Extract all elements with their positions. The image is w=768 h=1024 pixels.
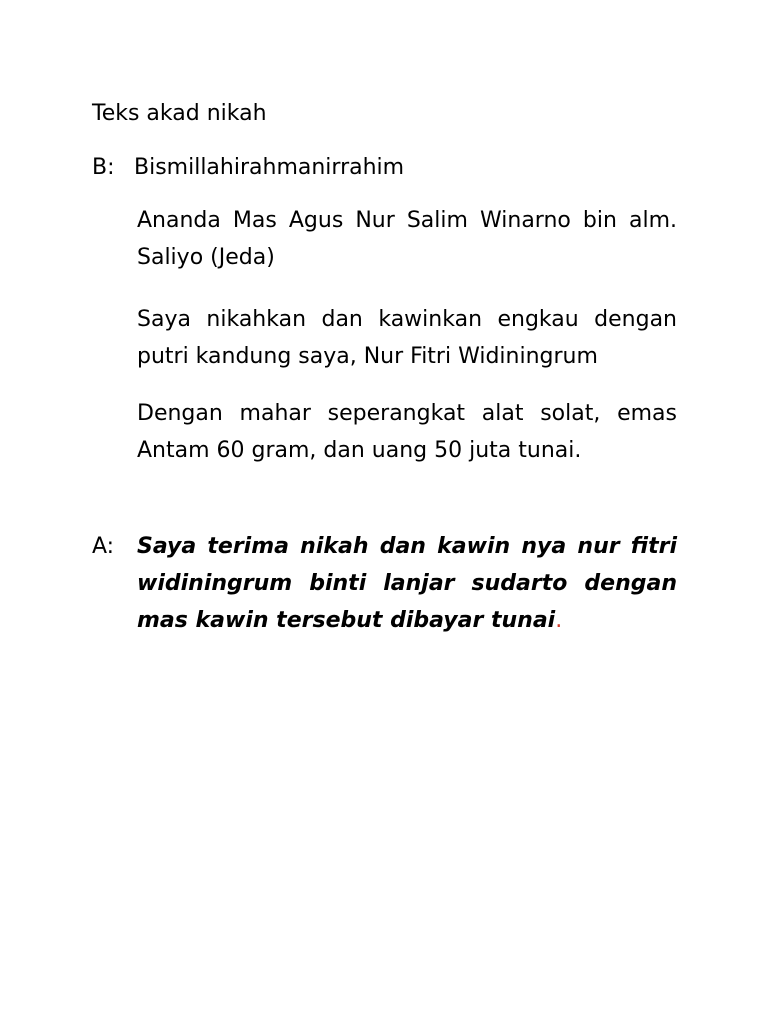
answer-text: Saya terima nikah dan kawin nya nur fitri widiningrum binti lanjar sudarto dengan mas kawin tersebut dibayar tunai	[137, 534, 677, 633]
answer-paragraph	[137, 528, 677, 639]
paragraph-dowry: Dengan mahar seperangkat alat solat, emas Antam 60 gram, dan uang 50 juta tunai.	[137, 401, 677, 463]
answer-end-mark: .	[555, 608, 563, 633]
document-title: Teks akad nikah	[92, 101, 267, 126]
speaker-marker-b: B:	[92, 155, 115, 180]
paragraph-groom-name: Ananda Mas Agus Nur Salim Winarno bin alm. Saliyo (Jeda)	[137, 208, 677, 270]
paragraph-marriage-statement: Saya nikahkan dan kawinkan engkau dengan putri kandung saya, Nur Fitri Widiningrum	[137, 307, 677, 369]
speaker-marker-a: A:	[92, 534, 115, 559]
opening-phrase: Bismillahirahmanirrahim	[134, 155, 405, 180]
